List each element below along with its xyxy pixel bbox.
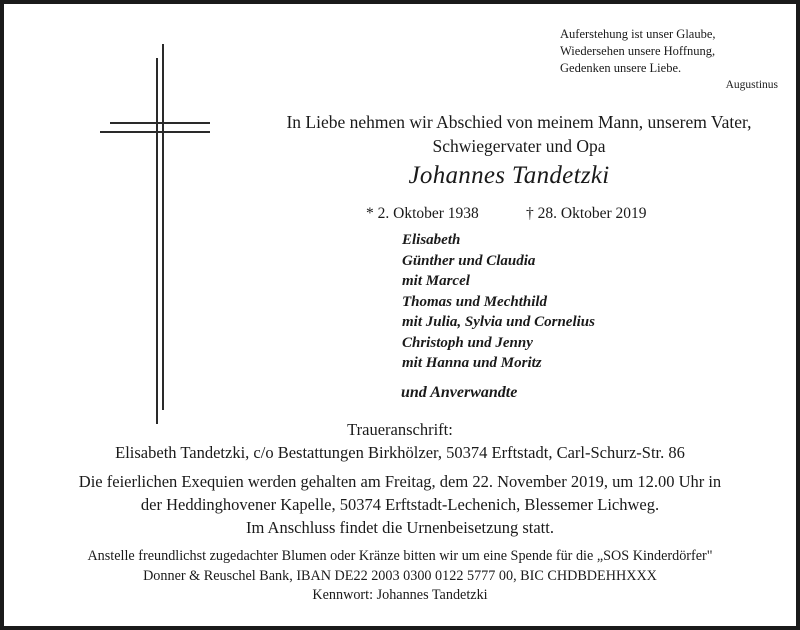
exequies-info [4, 470, 796, 539]
quote-line: Gedenken unsere Liebe. [560, 61, 682, 75]
mourning-address [4, 418, 796, 464]
donation-line: Anstelle freundlichst zugedachter Blumen oder Kränze bitten wir um eine Spende für die „SOS Kinderdörfer" [87, 548, 713, 564]
donation-info [4, 547, 796, 606]
family-member: Thomas und Mechthild [402, 293, 548, 310]
bank-details: Donner & Reuschel Bank, IBAN DE22 2003 0300 0122 5777 00, BIC CHDBDEHHXXX [143, 567, 657, 584]
intro-line: Schwiegervater und Opa [432, 136, 606, 156]
family-member: mit Marcel [402, 273, 470, 289]
quote-author: Augustinus [725, 79, 778, 91]
donation-keyword: Kennwort: Johannes Tandetzki [312, 587, 488, 603]
death-date: † 28. Oktober 2019 [526, 205, 647, 222]
family-member: Christoph und Jenny [402, 334, 533, 351]
cross-icon [100, 44, 264, 424]
farewell-intro [259, 110, 779, 158]
address-text: Elisabeth Tandetzki, c/o Bestattungen Birkhölzer, 50374 Erftstadt, Carl-Schurz-Str. 86 [115, 443, 685, 462]
family-member: mit Julia, Sylvia und Cornelius [402, 314, 595, 330]
quote-line: Wiedersehen unsere Hoffnung, [560, 44, 716, 58]
family-list [402, 230, 595, 374]
relatives: und Anverwandte [401, 384, 518, 401]
intro-line: In Liebe nehmen wir Abschied von meinem Mann, unserem Vater, [286, 112, 752, 132]
family-member: Elisabeth [402, 232, 461, 248]
family-member: mit Hanna und Moritz [402, 355, 542, 371]
family-member: Günther und Claudia [402, 252, 536, 269]
exequies-line: Die feierlichen Exequien werden gehalten am Freitag, dem 22. November 2019, um 12.00 Uhr in [78, 472, 722, 491]
quote-block [560, 26, 790, 94]
quote-line: Auferstehung ist unser Glaube, [560, 27, 716, 41]
address-label: Traueranschrift: [347, 420, 453, 439]
exequies-line: Im Anschluss findet die Urnenbeisetzung statt. [246, 518, 554, 537]
deceased-name: Johannes Tandetzki [408, 162, 610, 189]
exequies-line: der Heddinghovener Kapelle, 50374 Erftstadt-Lechenich, Blessemer Lichweg. [140, 495, 660, 514]
birth-date: * 2. Oktober 1938 [366, 205, 479, 222]
